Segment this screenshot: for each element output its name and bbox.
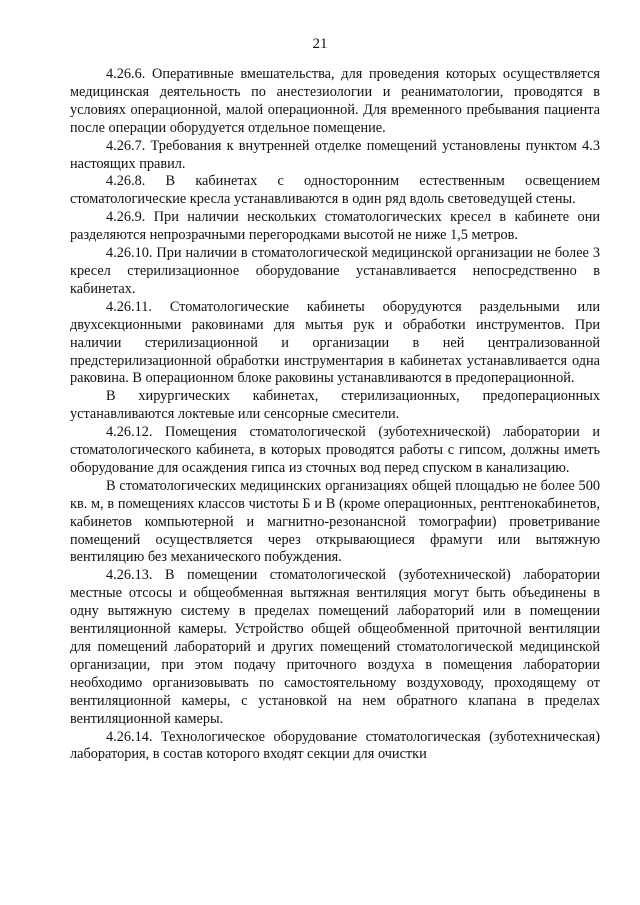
page-number: 21 [312,36,328,52]
paragraph-4-26-8: 4.26.8. В кабинетах с односторонним естественным освещением стоматологические кресла устанавливаются в один ряд вдоль световедущей стены. [70,173,600,208]
paragraph-4-26-11: 4.26.11. Стоматологические кабинеты оборудуются раздельными или двухсекционными раковинами для мытья рук и обработки инструментов. При наличии стерилизационной и организации в ней централизованной предстерилизационной обработки инструментария в кабинетах устанавливается одна раковина. В операционном блоке раковины устанавливаются в предоперационной. [70,298,600,387]
paragraph-4-26-7: 4.26.7. Требования к внутренней отделке помещений установлены пунктом 4.3 настоящих правил. [70,137,600,172]
document-body [70,66,600,764]
paragraph-4-26-13: 4.26.13. В помещении стоматологической (зуботехнической) лаборатории местные отсосы и общеобменная вытяжная вентиляция могут быть объединены в одну вытяжную систему в пределах помещений лабораторий или в помещении вентиляционной камеры. Устройство общей общеобменной приточной вентиляции для помещений лабораторий и других помещений стоматологической медицинской организации, при этом подачу приточного воздуха в помещения лаборатории необходимо организовывать по самостоятельному воздуховоду, проходящему от вентиляционной камеры, с установкой на нем обратного клапана в пределах вентиляционной камеры. [70,567,600,727]
paragraph-ventilation-small-clinics: В стоматологических медицинских организациях общей площадью не более 500 кв. м, в помещениях классов чистоты Б и В (кроме операционных, рентгенокабинетов, кабинетов компьютерной и магнитно-резонансной томографии) проветривание помещений осуществляется через открывающиеся фрамуги или вытяжную вентиляцию без механического побуждения. [70,477,600,566]
paragraph-4-26-9: 4.26.9. При наличии нескольких стоматологических кресел в кабинете они разделяются непрозрачными перегородками высотой не ниже 1,5 метров. [70,209,600,244]
paragraph-surgical-mixers: В хирургических кабинетах, стерилизационных, предоперационных устанавливаются локтевые или сенсорные смесители. [70,388,600,423]
paragraph-4-26-14: 4.26.14. Технологическое оборудование стоматологическая (зуботехническая) лаборатория, в состав которого входят секции для очистки [70,728,600,763]
paragraph-4-26-6: 4.26.6. Оперативные вмешательства, для проведения которых осуществляется медицинская деятельность по анестезиологии и реаниматологии, проводятся в условиях операционной, малой операционной. Для временного пребывания пациента после операции оборудуется отдельное помещение. [70,66,600,136]
paragraph-4-26-10: 4.26.10. При наличии в стоматологической медицинской организации не более 3 кресел стерилизационное оборудование устанавливается непосредственно в кабинетах. [70,245,600,297]
paragraph-4-26-12: 4.26.12. Помещения стоматологической (зуботехнической) лаборатории и стоматологического кабинета, в которых проводятся работы с гипсом, должны иметь оборудование для осаждения гипса из сточных вод перед спуском в канализацию. [70,424,600,476]
